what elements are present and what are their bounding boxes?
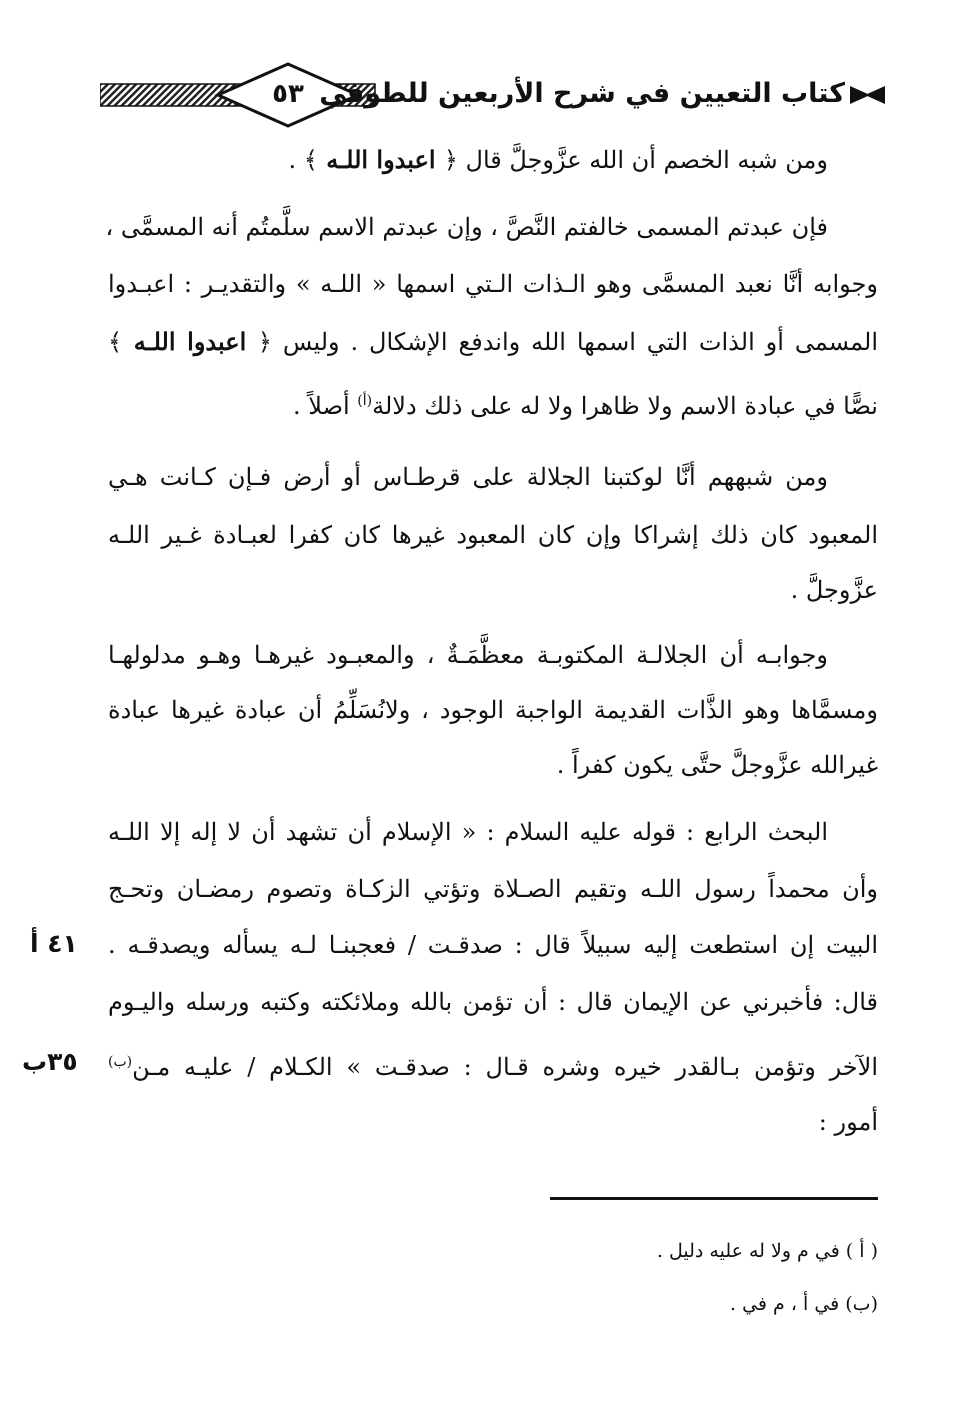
text-line: ومسمَّاها وهو الذَّات القديمة الواجبة الوجود ، ولانُسَلِّمُ أن عبادة غيرها عبادة xyxy=(108,696,878,724)
text-segment: ﴾ . xyxy=(288,146,318,174)
text-line: وجوابـه أن الجلالـة المكتوبـة معظَّمَـةٌ ، والمعبـود غيرهـا وهـو مدلولهـا xyxy=(108,641,828,669)
footnote-ref: (أ) xyxy=(357,393,373,409)
text-line: وجوابه أنَّا نعبد المسمَّى وهو الـذات الـتي اسمها « اللـه » والتقديـر : اعبـدوا xyxy=(108,270,878,298)
text-segment: ﴾ xyxy=(108,328,123,356)
book-title: كتاب التعيين في شرح الأربعين للطوفي xyxy=(319,78,845,109)
quran-quote: اعبدوا اللـه xyxy=(317,145,444,174)
text-line: أمور : xyxy=(818,1108,878,1136)
text-line: المعبود كان ذلك إشراكا وإن كان المعبود غيرها كان كفرا لعبـادة غـير اللـه xyxy=(108,521,878,549)
text-line: غيرالله عزَّوجلَّ حتَّى يكون كفراً . xyxy=(556,751,878,779)
margin-folio-note: ٤١ أ xyxy=(30,929,78,958)
text-line: البحث الرابع : قوله عليه السلام : « الإسلام أن تشهد أن لا إله إلا اللـه xyxy=(108,818,828,846)
quran-quote: اعبدوا اللـه xyxy=(122,327,258,356)
text-segment: المسمى أو الذات التي اسمها الله واندفع الإشكال . وليس ﴿ xyxy=(257,328,878,356)
text-line xyxy=(293,384,878,423)
text-line: عزَّوجلَّ . xyxy=(790,576,878,604)
text-segment: نصًّا في عبادة الاسم ولا ظاهرا ولا له على ذلك دلالة xyxy=(372,392,878,420)
footnote-ref: (ب) xyxy=(108,1054,133,1070)
text-segment: أصلاً . xyxy=(292,392,358,420)
text-segment: ومن شبه الخصم أن الله عزَّوجلَّ قال ﴿ xyxy=(443,146,828,174)
page-header xyxy=(100,62,885,128)
text-line: وأن محمداً رسول اللـه وتقيم الصـلاة وتؤتي الزكـاة وتصوم رمضـان وتحـج xyxy=(108,875,878,903)
text-line: قال: فأخبرني عن الإيمان قال : أن تؤمن بالله وملائكته وكتبه ورسله واليـوم xyxy=(108,988,878,1016)
text-line xyxy=(108,1045,878,1084)
footnote: (ب) في أ ، م في . xyxy=(729,1293,878,1315)
text-line xyxy=(108,325,878,359)
text-line xyxy=(289,143,828,177)
footnote-separator xyxy=(550,1197,878,1200)
text-line: البيت إن استطعت إليه سبيلاً قال : صدقـت / فعجبنـا لـه يسأله ويصدقـه . xyxy=(108,931,879,959)
page-number: ٥٣ xyxy=(272,79,304,109)
text-line: فإن عبدتم المسمى خالفتم النَّصَّ ، وإن عبدتم الاسم سلَّمتُم أنه المسمَّى ، xyxy=(105,213,828,241)
margin-folio-note: ٣٥ب xyxy=(22,1047,78,1076)
text-line: ومن شبههم أنَّا لوكتبنا الجلالة على قرطـاس أو أرض فـإن كـانت هـي xyxy=(108,463,828,491)
text-segment: الآخر وتؤمن بـالقدر خيره وشره قـال : صدقـت » الكـلام / عليـه مـن xyxy=(132,1053,878,1081)
footnote: ( أ ) في م ولا له عليه دليل . xyxy=(656,1240,878,1262)
